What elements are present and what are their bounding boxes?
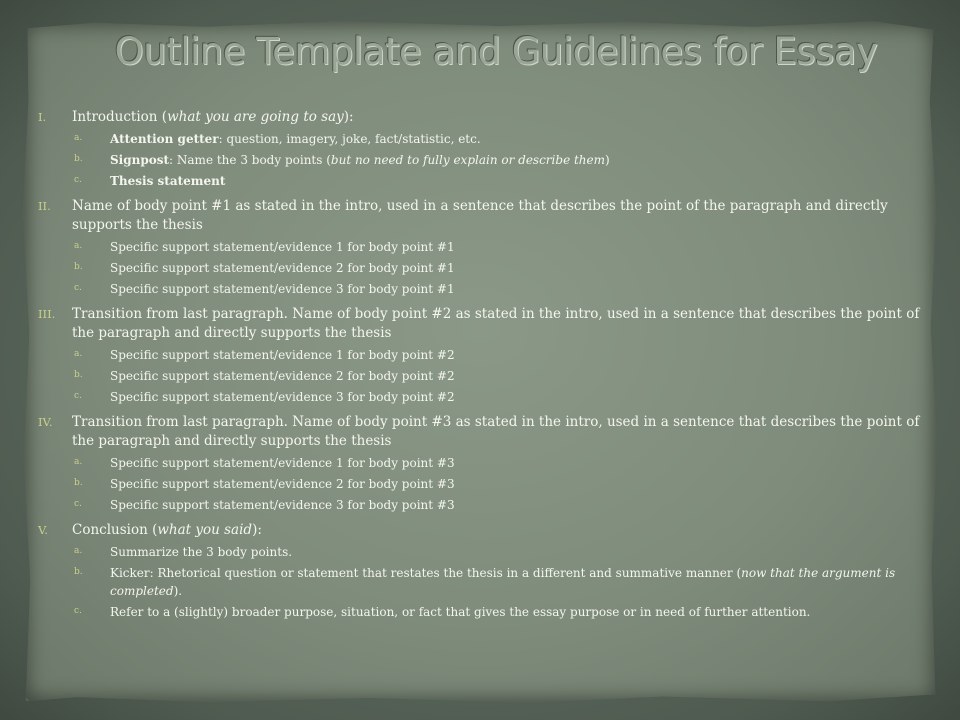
- section-numeral: I.: [38, 110, 47, 124]
- outline-section-body-3: [38, 413, 938, 514]
- sub-list: [72, 130, 938, 190]
- sub-letter: b.: [74, 154, 83, 164]
- sub-text: Specific support statement/evidence 1 for body point #2: [110, 348, 455, 362]
- sub-item: [72, 603, 938, 621]
- sub-text: [110, 564, 938, 600]
- heading-italic: what you are going to say: [167, 109, 344, 125]
- heading-italic: what you said: [157, 522, 253, 538]
- sub-tail: ): [605, 153, 610, 167]
- sub-tail: ).: [173, 584, 183, 598]
- sub-bold: Thesis statement: [110, 174, 226, 188]
- sub-item: [72, 172, 938, 190]
- sub-letter: a.: [74, 349, 83, 359]
- sub-text: Specific support statement/evidence 1 for body point #3: [110, 456, 455, 470]
- outline-section-introduction: [38, 108, 938, 190]
- sub-item: [72, 367, 938, 385]
- sub-letter: b.: [74, 567, 83, 577]
- sub-letter: b.: [74, 370, 83, 380]
- sub-item: [72, 543, 938, 561]
- sub-text: Specific support statement/evidence 3 for body point #1: [110, 282, 455, 296]
- outline-section-conclusion: [38, 521, 938, 621]
- sub-text: [110, 172, 938, 190]
- sub-text: Specific support statement/evidence 1 for body point #1: [110, 240, 455, 254]
- sub-letter: b.: [74, 478, 83, 488]
- sub-italic: but no need to fully explain or describe them: [330, 153, 606, 167]
- heading-text: Conclusion (: [72, 522, 158, 538]
- sub-text: Specific support statement/evidence 2 for body point #1: [110, 261, 455, 275]
- sub-rest: : question, imagery, joke, fact/statistic, etc.: [218, 132, 481, 146]
- section-heading: Transition from last paragraph. Name of body point #3 as stated in the intro, used in a sentence that describes the point of the paragraph and directly supports the thesis: [72, 414, 920, 449]
- outline-section-body-1: [38, 197, 938, 298]
- sub-text: Specific support statement/evidence 3 for body point #2: [110, 390, 455, 404]
- sub-letter: a.: [74, 457, 83, 467]
- section-numeral: V.: [38, 523, 48, 537]
- sub-letter: b.: [74, 262, 83, 272]
- sub-letter: a.: [74, 241, 83, 251]
- sub-letter: c.: [74, 606, 82, 616]
- sub-list: [72, 238, 938, 298]
- page-title: Outline Template and Guidelines for Essay: [114, 30, 878, 73]
- sub-letter: c.: [74, 499, 82, 509]
- sub-item: [72, 346, 938, 364]
- sub-text: Summarize the 3 body points.: [110, 545, 293, 559]
- sub-letter: c.: [74, 175, 82, 185]
- sub-letter: a.: [74, 133, 83, 143]
- section-numeral: II.: [38, 199, 51, 213]
- section-numeral: IV.: [38, 415, 53, 429]
- sub-item: [72, 280, 938, 298]
- sub-letter: c.: [74, 391, 82, 401]
- sub-text: [110, 151, 938, 169]
- heading-tail: ):: [252, 522, 262, 538]
- sub-italic: now that the argument is completed: [110, 566, 896, 598]
- sub-letter: c.: [74, 283, 82, 293]
- sub-bold: Signpost: [110, 153, 170, 167]
- sub-rest: : Name the 3 body points (: [169, 153, 331, 167]
- sub-rest: Kicker: Rhetorical question or statement that restates the thesis in a different and summative manner (: [110, 566, 742, 580]
- heading-tail: ):: [343, 109, 354, 125]
- sub-list: [72, 543, 938, 621]
- sub-item: [72, 130, 938, 148]
- outline-section-body-2: [38, 305, 938, 406]
- section-heading: Transition from last paragraph. Name of body point #2 as stated in the intro, used in a sentence that describes the point of the paragraph and directly supports the thesis: [72, 306, 920, 341]
- essay-outline: [38, 108, 938, 628]
- section-numeral: III.: [38, 307, 56, 321]
- section-heading: [72, 108, 938, 127]
- sub-item: [72, 388, 938, 406]
- section-heading: Name of body point #1 as stated in the intro, used in a sentence that describes the point of the paragraph and directly supports the thesis: [72, 198, 888, 233]
- sub-text: Specific support statement/evidence 2 for body point #2: [110, 369, 455, 383]
- sub-letter: a.: [74, 546, 83, 556]
- sub-item: [72, 259, 938, 277]
- sub-list: [72, 346, 938, 406]
- sub-item: [72, 151, 938, 169]
- sub-text: Refer to a (slightly) broader purpose, situation, or fact that gives the essay purpose or in need of further attention.: [110, 605, 811, 619]
- sub-item: [72, 238, 938, 256]
- sub-item: [72, 454, 938, 472]
- section-heading: [72, 521, 938, 540]
- heading-text: Introduction (: [72, 109, 168, 125]
- sub-list: [72, 454, 938, 514]
- sub-text: [110, 130, 938, 148]
- sub-item: [72, 496, 938, 514]
- sub-item: [72, 564, 938, 600]
- sub-text: Specific support statement/evidence 2 for body point #3: [110, 477, 455, 491]
- sub-item: [72, 475, 938, 493]
- sub-bold: Attention getter: [110, 132, 219, 146]
- sub-text: Specific support statement/evidence 3 for body point #3: [110, 498, 455, 512]
